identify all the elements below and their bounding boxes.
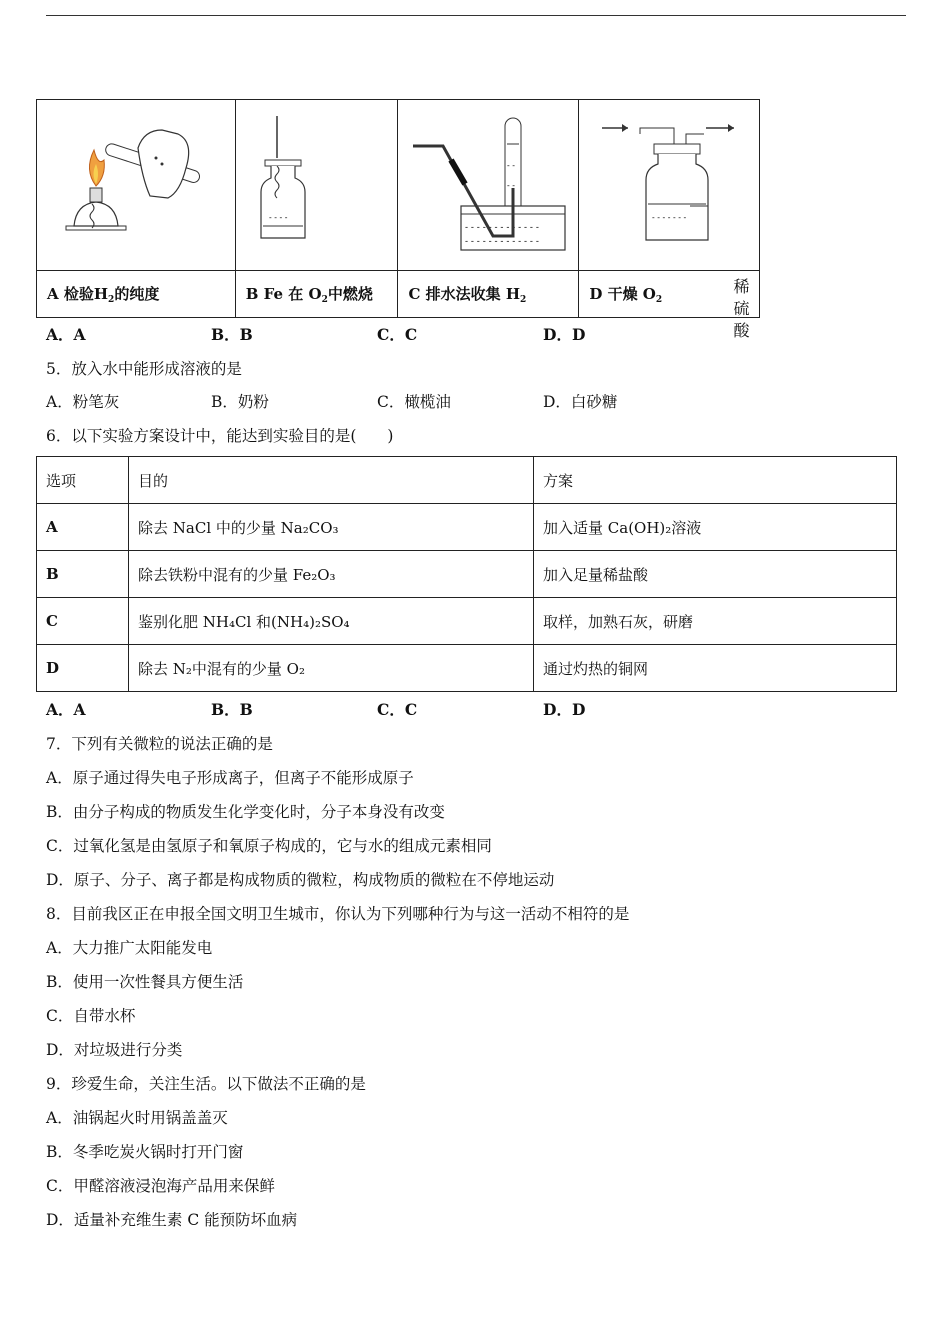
- row-option: C: [37, 598, 129, 645]
- q8-stem: 8．目前我区正在申报全国文明卫生城市，你认为下列哪种行为与这一活动不相符的是: [46, 905, 630, 923]
- row-goal: 除去 NaCl 中的少量 Na₂CO₃: [129, 504, 534, 551]
- q7-option-b[interactable]: B．由分子构成的物质发生化学变化时，分子本身没有改变: [46, 803, 445, 821]
- row-plan: 加入足量稀盐酸: [534, 551, 897, 598]
- q4-option-b[interactable]: B．B: [211, 325, 253, 344]
- q9-option-a[interactable]: A．油锅起火时用锅盖盖灭: [46, 1109, 228, 1127]
- q7-option-c[interactable]: C．过氧化氢是由氢原子和氧原子构成的，它与水的组成元素相同: [46, 837, 492, 855]
- q4-option-d[interactable]: D．D: [543, 325, 586, 344]
- figure-a-test-purity: [37, 100, 236, 271]
- row-option: D: [37, 645, 129, 692]
- q9-option-d[interactable]: D．适量补充维生素 C 能预防坏血病: [46, 1211, 298, 1229]
- svg-text:- - - -: - - - -: [268, 213, 288, 222]
- table-row: [37, 645, 897, 692]
- row-plan: 加入适量 Ca(OH)₂溶液: [534, 504, 897, 551]
- q8-option-a[interactable]: A．大力推广太阳能发电: [46, 939, 213, 957]
- water-trough-figure: [403, 108, 573, 258]
- caption-b: B Fe 在 $O_2$中燃烧: [235, 271, 398, 318]
- q4-option-a[interactable]: A．A: [46, 325, 86, 344]
- gas-bottle-figure: [247, 108, 387, 258]
- q5-option-b[interactable]: B．奶粉: [211, 393, 269, 411]
- table-row: [37, 598, 897, 645]
- q9-option-b[interactable]: B．冬季吃炭火锅时打开门窗: [46, 1143, 244, 1161]
- q8-option-b[interactable]: B．使用一次性餐具方便生活: [46, 973, 244, 991]
- q7-option-d[interactable]: D．原子、分子、离子都是构成物质的微粒，构成物质的微粒在不停地运动: [46, 871, 555, 889]
- q6-option-b[interactable]: B．B: [211, 700, 253, 719]
- row-plan: 通过灼热的铜网: [534, 645, 897, 692]
- svg-text:- - - - - - -: - - - - - - -: [652, 213, 687, 222]
- header-option: 选项: [37, 457, 129, 504]
- q6-option-c[interactable]: C．C: [377, 700, 418, 719]
- q6-option-a[interactable]: A．A: [46, 700, 86, 719]
- svg-text:- -: - -: [507, 161, 516, 170]
- q6-plan-table: [36, 456, 897, 692]
- table-row: [37, 504, 897, 551]
- q8-option-d[interactable]: D．对垃圾进行分类: [46, 1041, 183, 1059]
- table-row: [37, 551, 897, 598]
- row-option: B: [37, 551, 129, 598]
- q6-option-d[interactable]: D．D: [543, 700, 586, 719]
- row-goal: 鉴别化肥 NH₄Cl 和(NH₄)₂SO₄: [129, 598, 534, 645]
- dilute-sulfuric-acid-label: 稀 硫 酸: [733, 276, 750, 340]
- svg-text:- -: - -: [507, 181, 516, 190]
- header-plan: 方案: [534, 457, 897, 504]
- q5-option-c[interactable]: C．橄榄油: [377, 393, 451, 411]
- header-goal: 目的: [129, 457, 534, 504]
- q5-option-d[interactable]: D．白砂糖: [543, 393, 618, 411]
- caption-a: A 检验$H_2$的纯度: [37, 271, 236, 318]
- q5-option-a[interactable]: A．粉笔灰: [46, 393, 120, 411]
- figure-c-water-collection: [398, 100, 579, 271]
- wash-bottle-figure: [594, 108, 744, 258]
- q6-stem: 6．以下实验方案设计中，能达到实验目的是( ): [46, 427, 394, 445]
- q7-option-a[interactable]: A．原子通过得失电子形成离子，但离子不能形成原子: [46, 769, 414, 787]
- alcohol-lamp-test-tube-figure: [46, 108, 226, 258]
- q8-option-c[interactable]: C．自带水杯: [46, 1007, 136, 1025]
- row-option: A: [37, 504, 129, 551]
- q7-stem: 7．下列有关微粒的说法正确的是: [46, 735, 273, 753]
- figure-b-fe-burning: [235, 100, 398, 271]
- row-plan: 取样，加熟石灰，研磨: [534, 598, 897, 645]
- row-goal: 除去 N₂中混有的少量 O₂: [129, 645, 534, 692]
- caption-d: D 干燥 $O_2$: [579, 271, 760, 318]
- caption-c: C 排水法收集 $H_2$: [398, 271, 579, 318]
- q5-stem: 5．放入水中能形成溶液的是: [46, 360, 242, 378]
- q4-option-c[interactable]: C．C: [377, 325, 418, 344]
- q9-stem: 9．珍爱生命，关注生活。以下做法不正确的是: [46, 1075, 366, 1093]
- svg-text:- - - - - - - - - - - - -: - - - - - - - - - - - - -: [465, 223, 540, 233]
- q9-option-c[interactable]: C．甲醛溶液浸泡海产品用来保鲜: [46, 1177, 275, 1195]
- header-rule: [46, 15, 906, 16]
- svg-text:- - - - - - - - - - - - -: - - - - - - - - - - - - -: [465, 237, 540, 247]
- row-goal: 除去铁粉中混有的少量 Fe₂O₃: [129, 551, 534, 598]
